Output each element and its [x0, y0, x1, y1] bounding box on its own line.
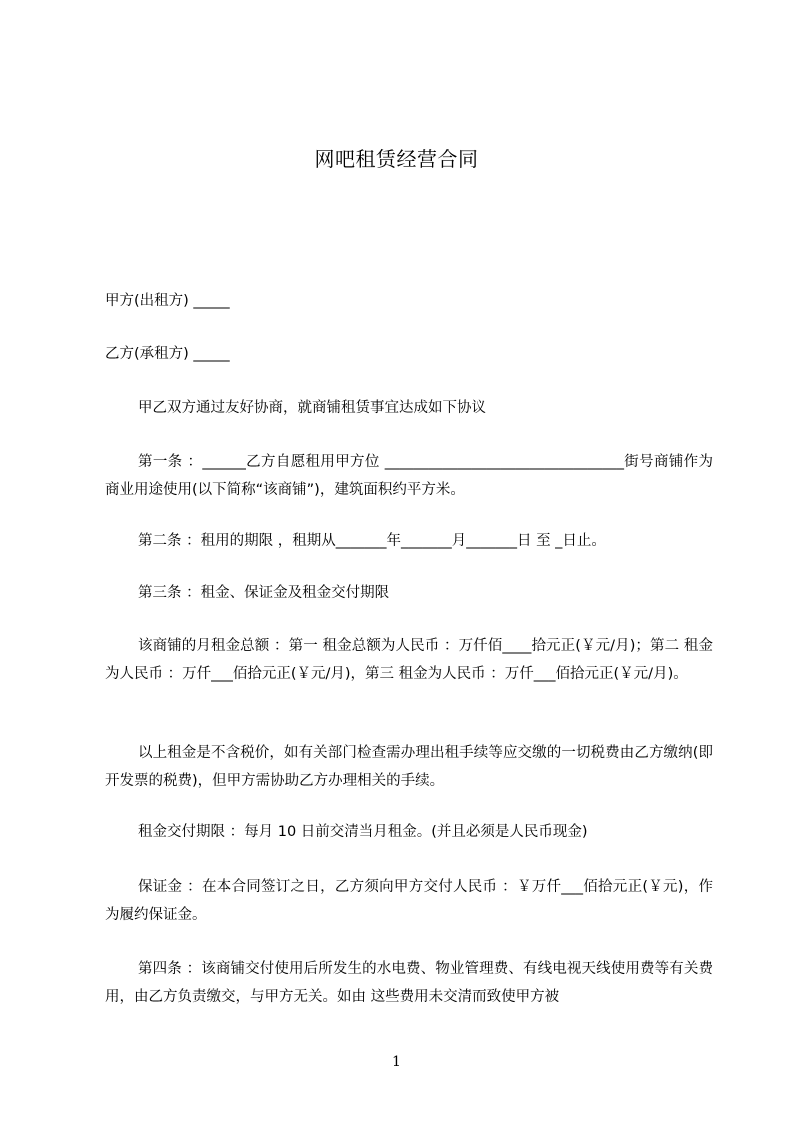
intro-paragraph: 甲乙双方通过友好协商，就商铺租赁事宜达成如下协议	[138, 400, 486, 416]
rent-amount-paragraph: 该商铺的月租金总额 ：第一 租金总额为人民币 ：万仟佰____拾元正(￥元/月)；第二 租金为人民币 ：万仟___佰拾元正(￥元/月)，第三 租金为人民币 ：万仟___佰拾元正(￥元/月)。	[105, 638, 713, 682]
deposit-paragraph: 保证金 ：在本合同签订之日，乙方须向甲方交付人民币 ：￥万仟___佰拾元正(￥元)，作为履约保证金。	[105, 879, 713, 923]
party-b-line: 乙方(承租方) _____	[105, 346, 230, 362]
article-1-paragraph: 第一条 ：______乙方自愿租用甲方位 _________________________________街号商铺作为商业用途使用(以下简称“该商铺”)，建筑面积约平方米。	[105, 454, 713, 498]
article-4-paragraph: 第四条 ：该商铺交付使用后所发生的水电费、物业管理费、有线电视天线使用费等有关费用，由乙方负责缴交，与甲方无关。如由 这些费用未交清而致使甲方被	[105, 961, 713, 1005]
document-title: 网吧租赁经营合同	[314, 147, 479, 171]
payment-deadline-paragraph: 租金交付期限 ：每月 10 日前交清当月租金。(并且必须是人民币现金)	[138, 824, 588, 840]
article-3-heading: 第三条 ：租金、保证金及租金交付期限	[138, 585, 390, 601]
party-a-line: 甲方(出租方) _____	[105, 293, 230, 309]
page-number: 1	[392, 1054, 401, 1070]
tax-clause-paragraph: 以上租金是不含税价，如有关部门检查需办理出租手续等应交缴的一切税费由乙方缴纳(即开发票的税费)，但甲方需协助乙方办理相关的手续。	[105, 745, 713, 789]
article-2-paragraph: 第二条 ：租用的期限 ，租期从_______年_______月_______日 至 _日止。	[138, 533, 606, 549]
